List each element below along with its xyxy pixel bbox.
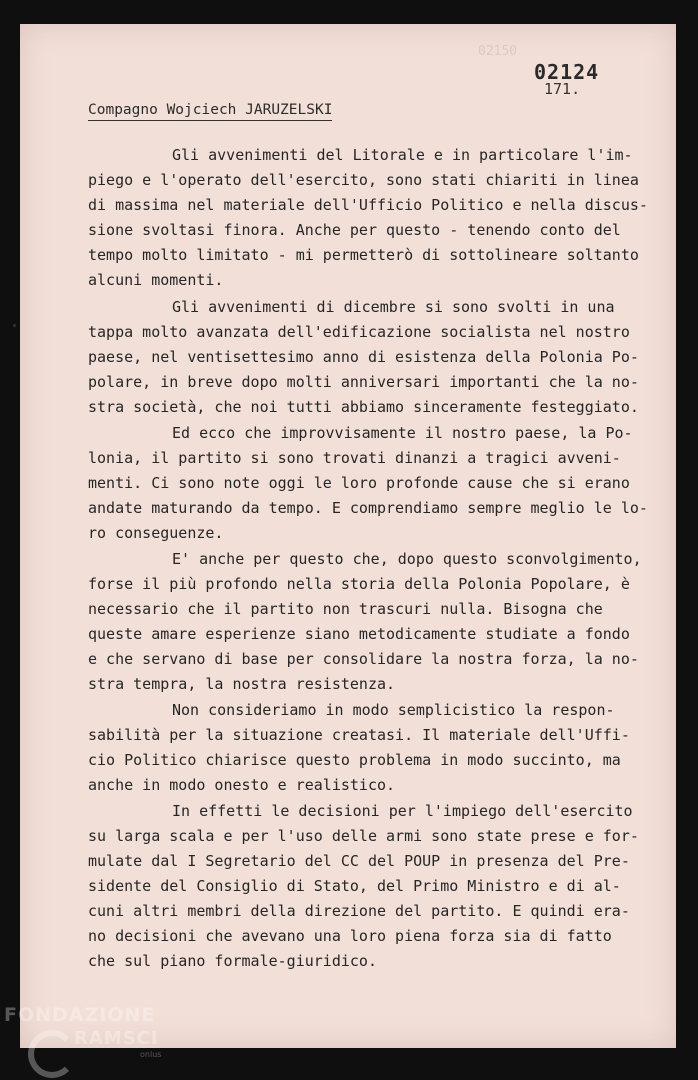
text-line: ro conseguenze.	[88, 524, 224, 542]
text-line: alcuni momenti.	[88, 271, 224, 289]
faint-stamp: 02150	[478, 44, 518, 59]
text-line: sione svoltasi finora. Anche per questo - tenendo conto del	[88, 221, 621, 239]
text-line: polare, in breve dopo molti anniversari importanti che la no-	[88, 373, 639, 391]
text-line: di massima nel materiale dell'Ufficio Politico e nella discus-	[88, 196, 648, 214]
text-line: menti. Ci sono note oggi le loro profonde cause che si erano	[88, 474, 630, 492]
text-line: cio Politico chiarisce questo problema in modo succinto, ma	[88, 751, 621, 769]
watermark-line2: RAMSCI	[74, 1028, 159, 1049]
text-line: Gli avvenimenti di dicembre si sono svolti in una	[172, 298, 615, 316]
text-line: necessario che il partito non trascuri nulla. Bisogna che	[88, 600, 603, 618]
addressee-heading: Compagno Wojciech JARUZELSKI	[88, 102, 332, 121]
text-line: queste amare esperienze siano metodicamente studiate a fondo	[88, 625, 630, 643]
text-line: stra tempra, la nostra resistenza.	[88, 675, 396, 693]
watermark-suffix: onlus	[140, 1050, 162, 1059]
text-line: andate maturando da tempo. E comprendiamo sempre meglio le lo-	[88, 499, 648, 517]
document-page	[20, 24, 676, 1048]
gramsci-g-icon	[28, 1030, 76, 1078]
page-number: 171.	[544, 80, 581, 98]
watermark-line1: FONDAZIONE	[4, 1004, 156, 1026]
text-line: E' anche per questo che, dopo questo sconvolgimento,	[172, 550, 642, 568]
text-line: mulate dal I Segretario del CC del POUP in presenza del Pre-	[88, 852, 630, 870]
text-line: tappa molto avanzata dell'edificazione socialista nel nostro	[88, 323, 630, 341]
text-line: che sul piano formale-giuridico.	[88, 952, 377, 970]
text-line: su larga scala e per l'uso delle armi sono state prese e for-	[88, 827, 639, 845]
text-line: sidente del Consiglio di Stato, del Primo Ministro e di al-	[88, 877, 621, 895]
text-line: cuni altri membri della direzione del partito. E quindi era-	[88, 902, 630, 920]
text-line: stra società, che noi tutti abbiamo sinceramente festeggiato.	[88, 398, 639, 416]
text-line: e che servano di base per consolidare la nostra forza, la no-	[88, 650, 639, 668]
margin-dot	[13, 324, 16, 327]
text-line: anche in modo onesto e realistico.	[88, 776, 396, 794]
text-line: sabilità per la situazione creatasi. Il materiale dell'Uffi-	[88, 726, 630, 744]
text-line: piego e l'operato dell'esercito, sono stati chiariti in linea	[88, 171, 639, 189]
text-line: Ed ecco che improvvisamente il nostro paese, la Po-	[172, 424, 633, 442]
text-line: In effetti le decisioni per l'impiego dell'esercito	[172, 802, 633, 820]
text-line: Non consideriamo in modo semplicistico la respon-	[172, 701, 615, 719]
text-line: paese, nel ventisettesimo anno di esistenza della Polonia Po-	[88, 348, 639, 366]
document-number: 02124	[534, 60, 600, 84]
text-line: lonia, il partito si sono trovati dinanzi a tragici avveni-	[88, 449, 621, 467]
text-line: Gli avvenimenti del Litorale e in particolare l'im-	[172, 146, 633, 164]
text-line: no decisioni che avevano una loro piena forza sia di fatto	[88, 927, 612, 945]
text-line: forse il più profondo nella storia della Polonia Popolare, è	[88, 575, 630, 593]
text-line: tempo molto limitato - mi permetterò di sottolineare soltanto	[88, 246, 639, 264]
